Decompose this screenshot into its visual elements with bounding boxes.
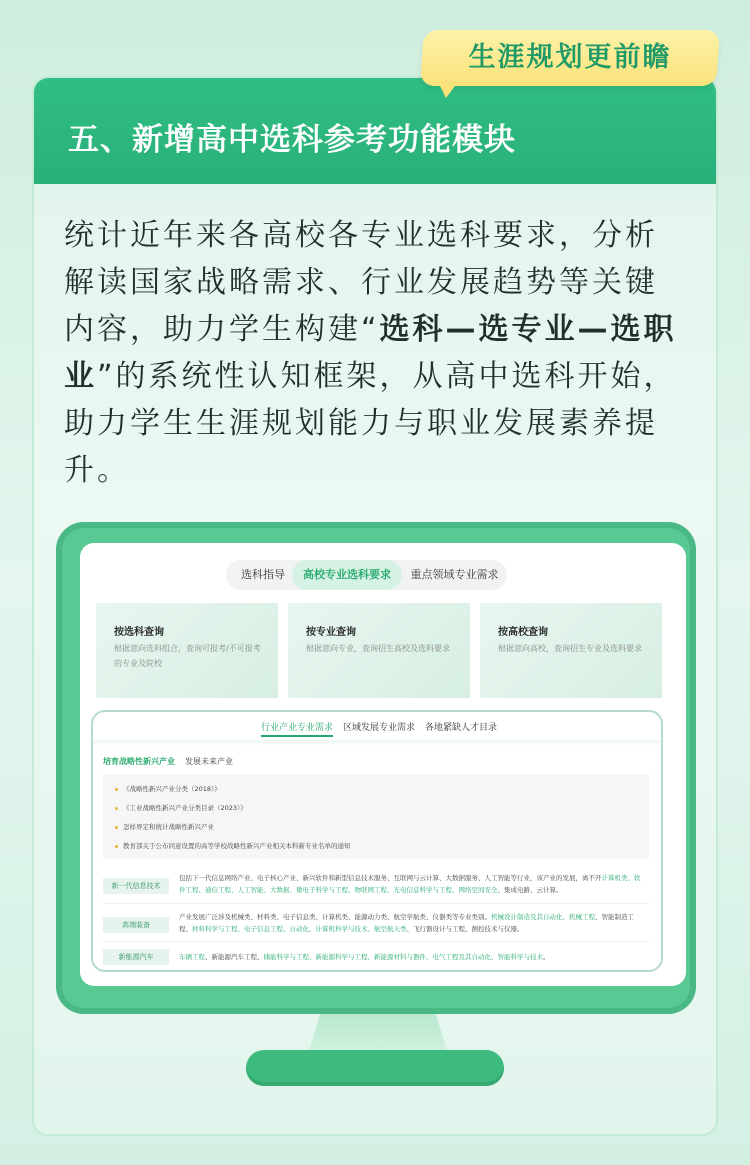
industry-row (103, 908, 649, 942)
tab-key-field-needs[interactable]: 重点领域专业需求 (410, 568, 499, 581)
card-header (34, 78, 718, 184)
query-card-title: 按高校查询 (498, 627, 548, 638)
monitor-screen (80, 543, 686, 986)
description-part-2: ”的系统性认知框架，从高中选科开始，助力学生生涯规划能力与职业发展素养提升。 (64, 359, 677, 488)
industry-label: 新一代信息技术 (103, 878, 169, 894)
subtab-divider (93, 740, 661, 746)
industry-row (103, 946, 649, 968)
industry-desc: 产业发展广泛涉及机械类、材料类、电子信息类、计算机类、能源动力类、航空学航类、仪器类等专业类别。机械设计制造及其自动化、机械工程、智能制造工程、材料科学与工程、电子信息工程、自动化、计算机科学与技术、航空航天类、飞行器设计与工程、测控技术与仪器。 (179, 913, 634, 933)
subtab-regional-needs[interactable]: 区域发展专业需求 (343, 723, 416, 733)
section-title: 五、新增高中选科参考功能模块 (68, 122, 516, 158)
description-part-1: 统计近年来各高校各专业选科要求，分析解读国家战略需求、行业发展趋势等关键内容，助力学生构建“ (64, 218, 658, 347)
monitor-base (246, 1050, 504, 1086)
industry-label: 高端装备 (103, 917, 169, 933)
query-card-title: 按选科查询 (114, 627, 164, 638)
panel-subtab-bar (93, 720, 661, 740)
document-list (103, 774, 649, 859)
query-card-desc: 根据意向高校，查询招生专业及选科要求 (498, 644, 642, 653)
description-bold: 选科—选专业—选职业 (64, 312, 677, 394)
query-card-title: 按专业查询 (306, 627, 356, 638)
main-tab-bar (226, 560, 507, 590)
query-card-by-major[interactable] (288, 603, 470, 698)
subtab-industry-needs[interactable]: 行业产业专业需求 (261, 720, 333, 737)
cat-tab-strategic[interactable]: 培育战略性新兴产业 (103, 757, 175, 766)
list-item[interactable]: 教育部关于公布同意设置的高等学校战略性新兴产业相关本科新专业名单的通知 (115, 841, 351, 850)
query-card-by-subject[interactable] (96, 603, 278, 698)
list-item[interactable]: 怎样界定和统计战略性新兴产业 (115, 822, 214, 831)
industry-row (103, 870, 649, 904)
industry-label: 新能源汽车 (103, 949, 169, 965)
description-text (64, 212, 690, 494)
list-item[interactable]: 《工业战略性新兴产业分类目录（2023）》 (115, 803, 247, 812)
tag-label: 生涯规划更前瞻 (468, 42, 672, 73)
subtab-shortage-list[interactable]: 各地紧缺人才目录 (425, 723, 498, 733)
query-card-desc: 根据意向选科组合，查询可报考/不可报考的专业及院校 (114, 644, 261, 668)
industry-panel (91, 710, 663, 972)
industry-desc: 包括下一代信息网络产业、电子核心产业、新兴软件和新型信息技术服务、互联网与云计算、大数据服务、人工智能等行业，该产业的发展，离不开计算机类、软件工程、通信工程、人工智能、大数据、微电子科学与工程、物联网工程、光电信息科学与工程、网络空间安全、集成电路、云计算。 (179, 874, 641, 894)
query-card-by-college[interactable] (480, 603, 662, 698)
list-item[interactable]: 《战略性新兴产业分类（2018）》 (115, 784, 221, 793)
cat-tab-future[interactable]: 发展未来产业 (185, 757, 233, 766)
tab-college-requirements[interactable]: 高校专业选科要求 (292, 560, 402, 590)
tab-xuanke-guide[interactable]: 选科指导 (241, 568, 285, 581)
query-card-desc: 根据意向专业，查询招生高校及选科要求 (306, 644, 450, 653)
industry-desc: 车辆工程、新能源汽车工程、储能科学与工程、新能源科学与工程、新能源材料与器件、电气工程及其自动化、智能科学与技术。 (179, 953, 550, 961)
